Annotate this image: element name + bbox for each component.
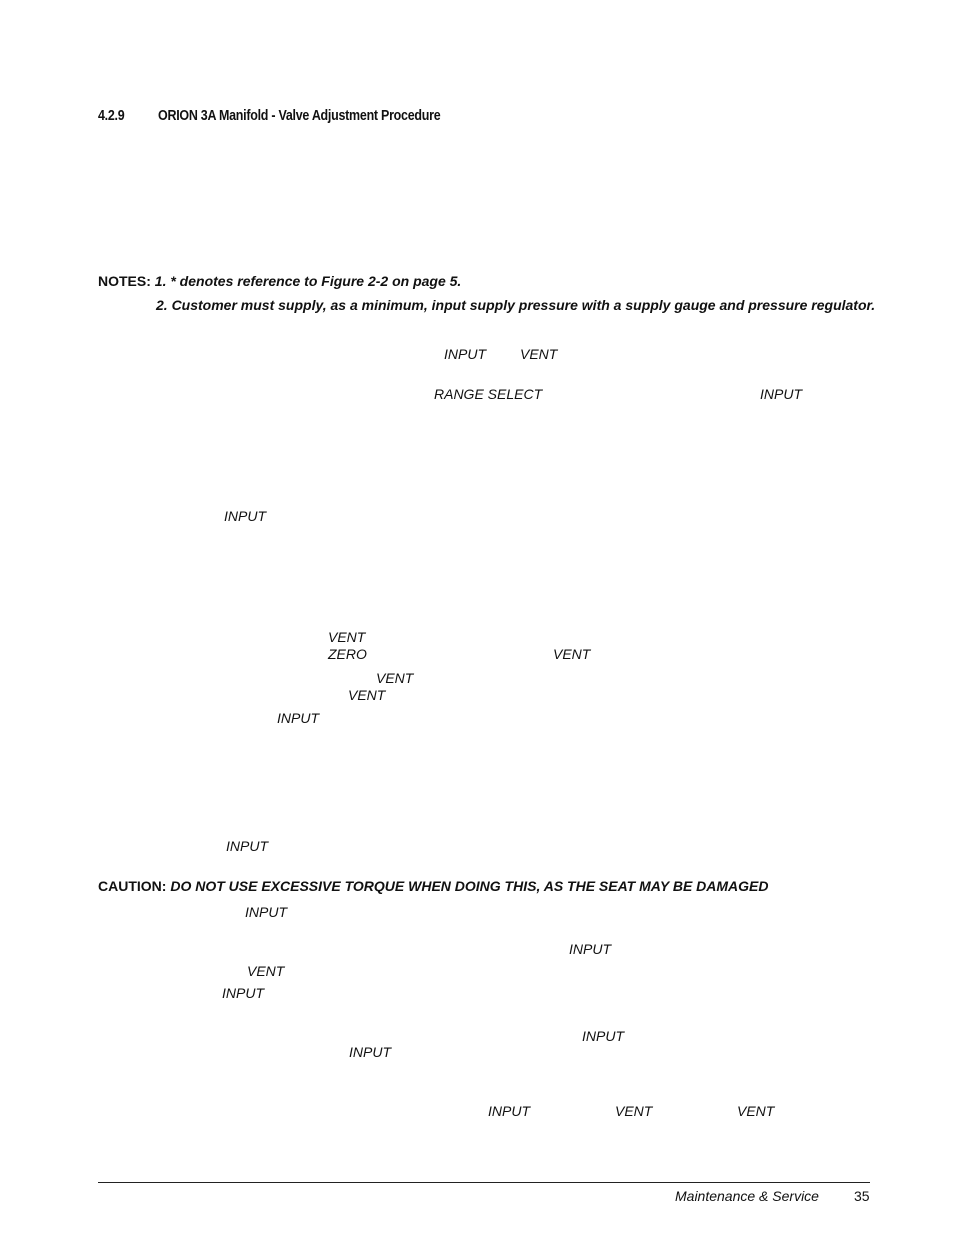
- text-fragment: INPUT: [226, 838, 268, 854]
- text-fragment: VENT: [328, 629, 366, 645]
- text-fragment: ZERO: [328, 646, 367, 662]
- text-fragment: INPUT: [760, 386, 802, 402]
- note-1: 1. * denotes reference to Figure 2-2 on page 5.: [154, 273, 462, 289]
- text-fragment: VENT: [615, 1103, 653, 1119]
- notes-label: NOTES:: [98, 273, 151, 289]
- caution-block: [98, 878, 769, 894]
- text-fragment: VENT: [553, 646, 591, 662]
- text-fragment: VENT: [376, 670, 414, 686]
- text-fragment: INPUT: [245, 904, 287, 920]
- note-2: 2. Customer must supply, as a minimum, input supply pressure with a supply gauge and pressure regulator.: [156, 297, 876, 313]
- caution-text: DO NOT USE EXCESSIVE TORQUE WHEN DOING THIS, AS THE SEAT MAY BE DAMAGED: [170, 878, 769, 894]
- notes-block: [98, 273, 461, 289]
- text-fragment: INPUT: [488, 1103, 530, 1119]
- text-fragment: INPUT: [582, 1028, 624, 1044]
- text-fragment: INPUT: [569, 941, 611, 957]
- section-number: 4.2.9: [98, 108, 125, 124]
- text-fragment: INPUT: [277, 710, 319, 726]
- text-fragment: VENT: [737, 1103, 775, 1119]
- caution-label: CAUTION:: [98, 878, 167, 894]
- text-fragment: INPUT: [444, 346, 486, 362]
- text-fragment: INPUT: [224, 508, 266, 524]
- text-fragment: VENT: [348, 687, 386, 703]
- text-fragment: RANGE SELECT: [434, 386, 543, 402]
- text-fragment: VENT: [247, 963, 285, 979]
- text-fragment: INPUT: [349, 1044, 391, 1060]
- text-fragment: VENT: [520, 346, 558, 362]
- footer-rule: [98, 1182, 870, 1183]
- page-number: 35: [854, 1188, 870, 1204]
- section-title: ORION 3A Manifold - Valve Adjustment Procedure: [158, 108, 441, 124]
- text-fragment: INPUT: [222, 985, 264, 1001]
- footer-section: Maintenance & Service: [675, 1188, 819, 1204]
